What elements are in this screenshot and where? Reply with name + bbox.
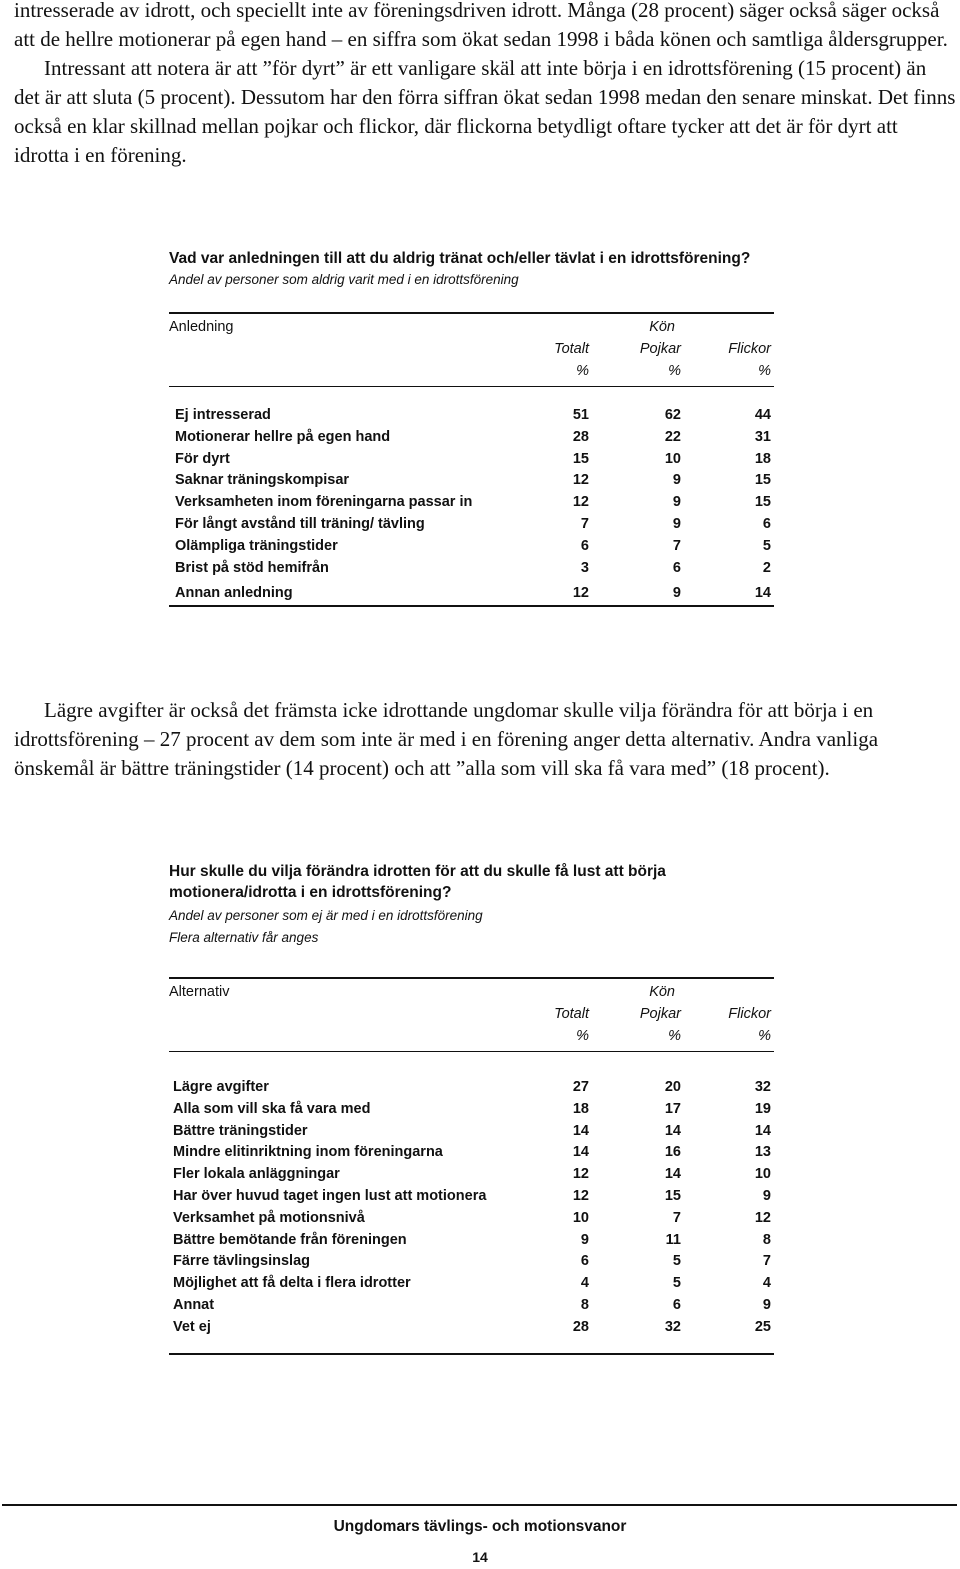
row-girls: 12 [754, 1209, 771, 1226]
table2 [169, 977, 774, 1355]
table1-group-header: Kön [649, 319, 675, 335]
row-label: För dyrt [175, 450, 230, 467]
table-row [169, 427, 774, 449]
row-boys: 7 [672, 537, 681, 554]
row-girls: 7 [762, 1253, 771, 1270]
row-girls: 4 [762, 1275, 771, 1292]
row-boys: 9 [672, 494, 681, 511]
row-label: Har över huvud taget ingen lust att motionera [173, 1187, 487, 1204]
row-boys: 5 [672, 1275, 681, 1292]
table2-bottom-rule [169, 1353, 774, 1355]
row-girls: 15 [754, 494, 771, 511]
row-boys: 5 [672, 1253, 681, 1270]
row-label: Annat [173, 1296, 215, 1313]
table-row [169, 536, 774, 558]
row-boys: 11 [665, 1231, 681, 1248]
table1-title: Vad var anledningen till att du aldrig tränat och/eller tävlat i en idrottsförening? [169, 250, 751, 267]
row-label: Lägre avgifter [173, 1079, 269, 1095]
row-boys: 10 [664, 450, 681, 467]
row-label: Saknar träningskompisar [175, 472, 350, 489]
row-girls: 9 [762, 1296, 771, 1313]
table1-unit-boys: % [668, 363, 681, 379]
row-total: 6 [580, 537, 589, 554]
row-total: 12 [572, 472, 589, 489]
table-row [169, 583, 774, 605]
row-boys: 22 [664, 428, 681, 445]
row-total: 51 [572, 407, 589, 423]
row-label: Färre tävlingsinslag [173, 1253, 310, 1270]
row-boys: 17 [664, 1100, 681, 1117]
middle-paragraph: Lägre avgifter är också det främsta icke idrottande ungdomar skulle vilja förändra för att börja i en idrottsförening – 27 procent av dem som inte är med i en förening anger detta alternativ. Andra vanliga önskemål är bättre träningstider (14 procent) och att ”alla som vill ska få vara med” (18 procent). [14, 698, 879, 780]
table-row [169, 1230, 774, 1252]
row-label: Ej intresserad [175, 407, 271, 423]
footer-rule [2, 1504, 957, 1506]
table-row [169, 1164, 774, 1186]
page-number: 14 [472, 1549, 488, 1565]
table-row [169, 1121, 774, 1143]
table2-title: Hur skulle du vilja förändra idrotten för att du skulle få lust att börja motionera/idrotta i en idrottsförening? [169, 863, 666, 901]
table1-col-boys: Pojkar [639, 341, 681, 357]
row-label: För långt avstånd till träning/ tävling [175, 515, 425, 532]
table-row [169, 1077, 774, 1099]
row-girls: 14 [754, 585, 771, 602]
row-total: 27 [572, 1079, 589, 1095]
row-label: Vet ej [173, 1318, 211, 1335]
row-total: 10 [572, 1209, 589, 1226]
table1-bottom-rule [169, 605, 774, 607]
table2-heading [169, 861, 774, 949]
row-total: 12 [572, 494, 589, 511]
row-total: 6 [580, 1253, 589, 1270]
row-boys: 32 [664, 1318, 681, 1335]
row-label: Motionerar hellre på egen hand [175, 428, 391, 445]
table2-subtitle: Andel av personer som ej är med i en idrottsförening [169, 908, 483, 923]
table2-group-header: Kön [649, 984, 675, 1000]
row-boys: 9 [672, 472, 681, 489]
table2-unit-boys: % [668, 1028, 681, 1044]
table2-unit-total: % [576, 1028, 589, 1044]
table-row [169, 514, 774, 536]
row-total: 7 [580, 515, 589, 532]
row-total: 15 [572, 450, 589, 467]
row-total: 14 [572, 1144, 589, 1161]
table-row [169, 1273, 774, 1295]
row-total: 12 [572, 1187, 589, 1204]
row-label: Fler lokala anläggningar [173, 1166, 340, 1183]
intro-paragraph-2: Intressant att notera är att ”för dyrt” är ett vanligare skäl att inte börja i en idrottsförening (15 procent) än det är att sluta (5 procent). Dessutom har den förra siffran ökat sedan 1998 medan den senare minskat. Det finns också en klar skillnad mellan pojkar och flickor, där flickorna betydligt oftare tycker att det är för dyrt att idrotta i en förening. [14, 56, 956, 167]
table1-heading [169, 248, 774, 291]
row-boys: 14 [664, 1166, 681, 1183]
table1-header-row-1 [169, 319, 774, 341]
row-total: 18 [572, 1100, 589, 1117]
table1-header-row-3 [169, 363, 774, 385]
row-label: Brist på stöd hemifrån [175, 559, 329, 576]
row-label: Möjlighet att få delta i flera idrotter [173, 1275, 411, 1292]
row-total: 9 [580, 1231, 589, 1248]
row-boys: 9 [672, 585, 681, 602]
row-total: 12 [572, 1166, 589, 1183]
row-label: Verksamheten inom föreningarna passar in [175, 494, 473, 511]
intro-paragraph-1: intresserade av idrott, och speciellt inte av föreningsdriven idrott. Många (28 procent) säger också säger också att de hellre motionerar på egen hand – en siffra som ökat sedan 1998 i båda könen och samtliga åldersgrupper. [14, 0, 948, 51]
table-row [169, 405, 774, 427]
row-boys: 62 [664, 407, 681, 423]
row-boys: 14 [664, 1122, 681, 1139]
table2-top-rule [169, 977, 774, 979]
table-row [169, 1251, 774, 1273]
footer-title: Ungdomars tävlings- och motionsvanor [333, 1518, 627, 1535]
row-label: Bättre träningstider [173, 1122, 308, 1139]
table2-unit-girls: % [758, 1028, 771, 1044]
row-girls: 8 [762, 1231, 771, 1248]
table1-subtitle: Andel av personer som aldrig varit med i en idrottsförening [169, 272, 519, 287]
row-girls: 15 [754, 472, 771, 489]
table1-unit-total: % [576, 363, 589, 379]
row-total: 28 [572, 1318, 589, 1335]
row-boys: 9 [672, 515, 681, 532]
row-label: Alla som vill ska få vara med [173, 1100, 371, 1117]
intro-text [14, 0, 956, 170]
row-boys: 6 [672, 559, 681, 576]
row-label: Annan anledning [175, 585, 293, 602]
row-label: Mindre elitinriktning inom föreningarna [173, 1144, 443, 1161]
table-row [169, 1142, 774, 1164]
row-boys: 6 [672, 1296, 681, 1313]
table1-header-row-2 [169, 341, 774, 363]
row-girls: 9 [762, 1187, 771, 1204]
row-girls: 31 [754, 428, 771, 445]
row-total: 8 [580, 1296, 589, 1313]
table-row [169, 1317, 774, 1339]
table-row [169, 1099, 774, 1121]
row-boys: 7 [672, 1209, 681, 1226]
table2-col-girls: Flickor [728, 1006, 771, 1022]
row-girls: 14 [754, 1122, 771, 1139]
row-total: 28 [572, 428, 589, 445]
row-label: Olämpliga träningstider [175, 537, 338, 554]
row-total: 12 [572, 585, 589, 602]
table1-col-total: Totalt [554, 341, 589, 357]
row-total: 4 [580, 1275, 589, 1292]
table1-top-rule [169, 312, 774, 314]
row-total: 3 [580, 559, 589, 576]
table-row [169, 1295, 774, 1317]
table-row [169, 470, 774, 492]
table1-col-girls: Flickor [728, 341, 771, 357]
table1-col-label: Anledning [169, 319, 234, 335]
table-row [169, 558, 774, 580]
table1 [169, 312, 774, 607]
row-boys: 20 [664, 1079, 681, 1095]
row-girls: 10 [754, 1166, 771, 1183]
table2-header-row-3 [169, 1028, 774, 1050]
row-girls: 2 [762, 559, 771, 576]
table2-header-row-1 [169, 984, 774, 1006]
row-girls: 25 [754, 1318, 771, 1335]
row-boys: 15 [664, 1187, 681, 1204]
table2-col-total: Totalt [554, 1006, 589, 1022]
row-total: 14 [572, 1122, 589, 1139]
table-row [169, 1208, 774, 1230]
row-boys: 16 [664, 1144, 681, 1161]
row-girls: 19 [754, 1100, 771, 1117]
row-girls: 6 [762, 515, 771, 532]
row-girls: 32 [754, 1079, 771, 1095]
table2-col-label: Alternativ [169, 984, 230, 1000]
row-girls: 5 [762, 537, 771, 554]
table-row [169, 492, 774, 514]
table2-col-boys: Pojkar [639, 1006, 681, 1022]
table2-header-row-2 [169, 1006, 774, 1028]
table1-unit-girls: % [758, 363, 771, 379]
row-label: Bättre bemötande från föreningen [173, 1231, 407, 1248]
table-row [169, 1186, 774, 1208]
row-label: Verksamhet på motionsnivå [173, 1209, 365, 1226]
row-girls: 18 [754, 450, 771, 467]
table2-note: Flera alternativ får anges [169, 930, 319, 945]
table-row [169, 449, 774, 471]
row-girls: 13 [754, 1144, 771, 1161]
row-girls: 44 [754, 407, 771, 423]
